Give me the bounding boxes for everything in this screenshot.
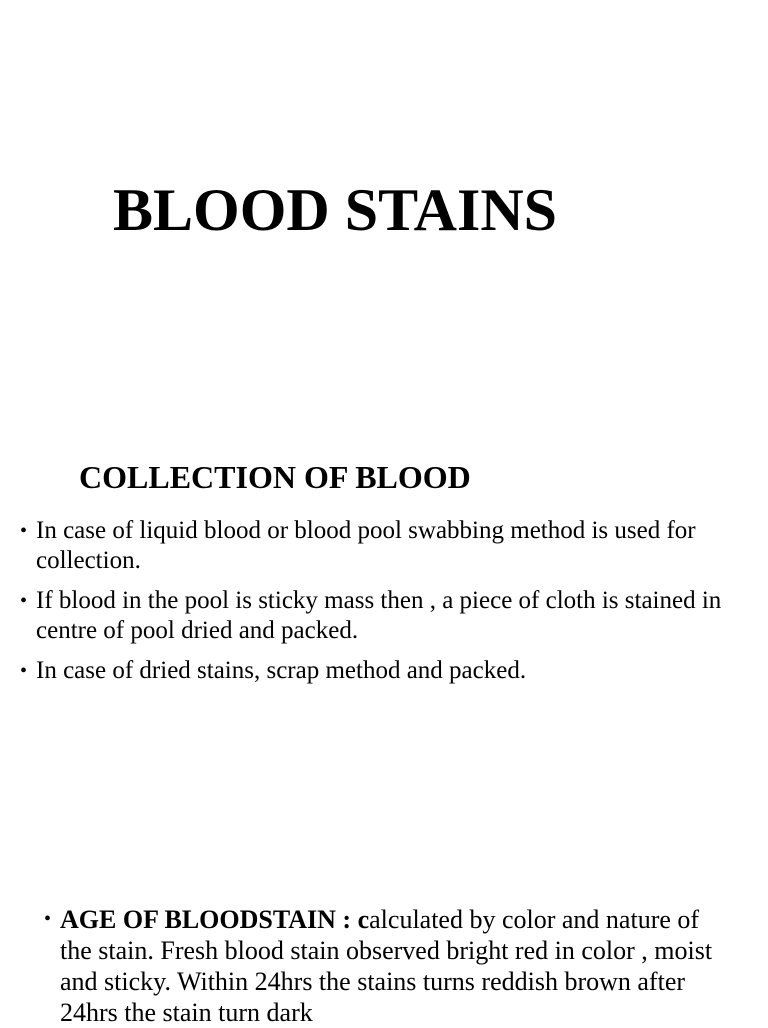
list-item [18, 656, 738, 686]
bullet-text: In case of dried stains, scrap method and packed. [36, 657, 527, 684]
bullet-icon: • [20, 590, 28, 612]
bullet-text: If blood in the pool is sticky mass then , a piece of cloth is stained in centre of pool dried and packed. [36, 587, 722, 644]
bullet-icon: • [20, 520, 28, 542]
section-heading: COLLECTION OF BLOOD [79, 459, 471, 495]
bullet-icon: • [44, 908, 52, 930]
age-first-char: c [357, 905, 370, 934]
slide-title: BLOOD STAINS [113, 177, 558, 243]
list-item [18, 516, 738, 576]
age-text: alculated by color and nature of the stain. Fresh blood stain observed bright red in color , moist and sticky. Within 24hrs the stains turns reddish brown after 24hrs the stain turn dark [60, 905, 713, 1027]
bullet-text: In case of liquid blood or blood pool swabbing method is used for collection. [36, 517, 696, 574]
list-item [18, 586, 738, 646]
bullet-icon: • [20, 660, 28, 682]
collection-bullet-list [18, 516, 738, 696]
age-of-bloodstain-paragraph [42, 904, 720, 1028]
age-label: AGE OF BLOODSTAIN : [60, 905, 358, 934]
